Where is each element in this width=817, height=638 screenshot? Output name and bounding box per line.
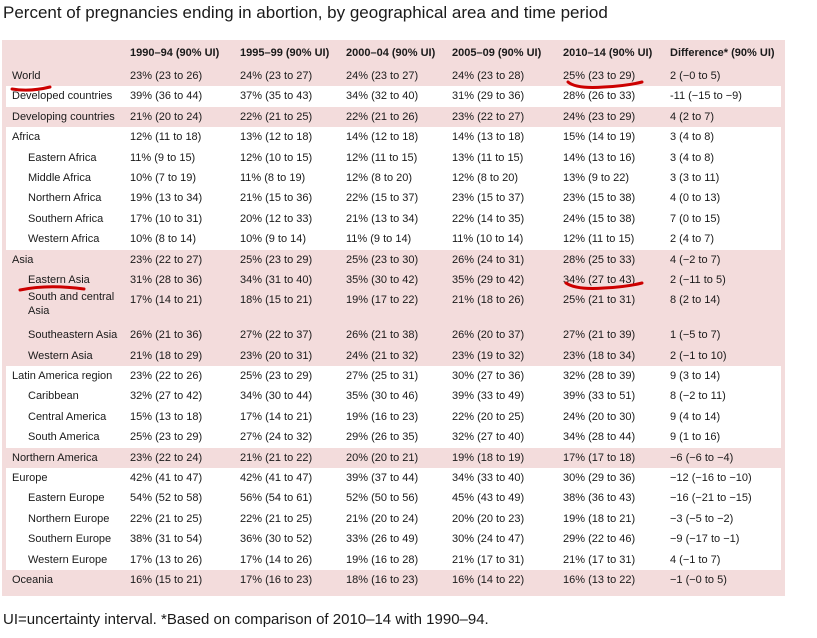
table-row: [6, 427, 781, 447]
value-cell: 24% (20 to 30): [559, 407, 666, 427]
value-cell: 24% (23 to 28): [448, 66, 559, 86]
value-cell: 27% (21 to 39): [559, 325, 666, 345]
value-cell: 30% (29 to 36): [559, 468, 666, 488]
value-cell: 16% (15 to 21): [126, 570, 236, 590]
value-cell: 23% (18 to 34): [559, 346, 666, 366]
value-cell: 31% (29 to 36): [448, 86, 559, 106]
value-cell: 19% (16 to 28): [342, 550, 448, 570]
table-row: [6, 529, 781, 549]
value-cell: -11 (−15 to −9): [666, 86, 781, 106]
value-cell: 34% (32 to 40): [342, 86, 448, 106]
value-cell: 19% (17 to 22): [342, 290, 448, 325]
table-row: [6, 325, 781, 345]
value-cell: 12% (8 to 20): [342, 168, 448, 188]
value-cell: 32% (27 to 40): [448, 427, 559, 447]
value-cell: 2 (−11 to 5): [666, 270, 781, 290]
value-cell: 31% (28 to 36): [126, 270, 236, 290]
value-cell: 2 (4 to 7): [666, 229, 781, 249]
value-cell: 10% (7 to 19): [126, 168, 236, 188]
table-row: [6, 66, 781, 86]
value-cell: 23% (22 to 26): [126, 366, 236, 386]
abortion-table-panel: [2, 40, 785, 596]
value-cell: 45% (43 to 49): [448, 488, 559, 508]
value-cell: 9 (4 to 14): [666, 407, 781, 427]
region-label: Oceania: [6, 570, 126, 590]
value-cell: 17% (14 to 21): [236, 407, 342, 427]
value-cell: 56% (54 to 61): [236, 488, 342, 508]
value-cell: 19% (13 to 34): [126, 188, 236, 208]
value-cell: 12% (10 to 15): [236, 148, 342, 168]
column-header: 2010–14 (90% UI): [563, 47, 653, 59]
value-cell: 1 (−5 to 7): [666, 325, 781, 345]
value-cell: 11% (9 to 15): [126, 148, 236, 168]
region-label: Southern Europe: [6, 529, 126, 549]
value-cell: 26% (24 to 31): [448, 250, 559, 270]
region-label: South and central Asia: [6, 290, 126, 325]
value-cell: 15% (13 to 18): [126, 407, 236, 427]
region-label: Western Europe: [6, 550, 126, 570]
value-cell: 34% (33 to 40): [448, 468, 559, 488]
value-cell: 19% (18 to 21): [559, 509, 666, 529]
region-label: South America: [6, 427, 126, 447]
value-cell: 42% (41 to 47): [126, 468, 236, 488]
value-cell: 29% (26 to 35): [342, 427, 448, 447]
table-row: [6, 386, 781, 406]
table-row: [6, 107, 781, 127]
value-cell: 33% (26 to 49): [342, 529, 448, 549]
value-cell: 20% (12 to 33): [236, 209, 342, 229]
value-cell: 32% (28 to 39): [559, 366, 666, 386]
value-cell: 21% (18 to 26): [448, 290, 559, 325]
value-cell: 23% (22 to 24): [126, 448, 236, 468]
value-cell: 23% (22 to 27): [448, 107, 559, 127]
value-cell: 22% (20 to 25): [448, 407, 559, 427]
value-cell: 34% (28 to 44): [559, 427, 666, 447]
value-cell: 21% (17 to 31): [448, 550, 559, 570]
region-label: Southern Africa: [6, 209, 126, 229]
value-cell: 16% (14 to 22): [448, 570, 559, 590]
value-cell: 20% (20 to 21): [342, 448, 448, 468]
value-cell: 26% (21 to 38): [342, 325, 448, 345]
region-label: Developing countries: [6, 107, 126, 127]
table-row: [6, 127, 781, 147]
value-cell: 39% (33 to 51): [559, 386, 666, 406]
column-header: 2005–09 (90% UI): [452, 47, 542, 59]
table-row: [6, 570, 781, 590]
value-cell: 30% (27 to 36): [448, 366, 559, 386]
value-cell: 4 (−2 to 7): [666, 250, 781, 270]
value-cell: 24% (21 to 32): [342, 346, 448, 366]
value-cell: 39% (36 to 44): [126, 86, 236, 106]
value-cell: 34% (31 to 40): [236, 270, 342, 290]
table-row: [6, 290, 781, 325]
value-cell: 3 (4 to 8): [666, 148, 781, 168]
region-label: Eastern Europe: [6, 488, 126, 508]
value-cell: 17% (16 to 23): [236, 570, 342, 590]
value-cell: 7 (0 to 15): [666, 209, 781, 229]
value-cell: 22% (15 to 37): [342, 188, 448, 208]
value-cell: −16 (−21 to −15): [666, 488, 781, 508]
value-cell: 23% (15 to 38): [559, 188, 666, 208]
value-cell: 4 (0 to 13): [666, 188, 781, 208]
value-cell: 38% (36 to 43): [559, 488, 666, 508]
region-label: Latin America region: [6, 366, 126, 386]
value-cell: 26% (21 to 36): [126, 325, 236, 345]
table-row: [6, 229, 781, 249]
value-cell: 4 (−1 to 7): [666, 550, 781, 570]
value-cell: 30% (24 to 47): [448, 529, 559, 549]
value-cell: −9 (−17 to −1): [666, 529, 781, 549]
value-cell: 14% (13 to 18): [448, 127, 559, 147]
region-label: Eastern Asia: [6, 270, 126, 290]
table-row: [6, 366, 781, 386]
table-row: [6, 86, 781, 106]
value-cell: 23% (23 to 26): [126, 66, 236, 86]
value-cell: 17% (14 to 26): [236, 550, 342, 570]
value-cell: 12% (8 to 20): [448, 168, 559, 188]
value-cell: 36% (30 to 52): [236, 529, 342, 549]
table-row: [6, 448, 781, 468]
value-cell: 27% (25 to 31): [342, 366, 448, 386]
value-cell: 52% (50 to 56): [342, 488, 448, 508]
table-row: [6, 550, 781, 570]
value-cell: 32% (27 to 42): [126, 386, 236, 406]
value-cell: 24% (15 to 38): [559, 209, 666, 229]
value-cell: 24% (23 to 27): [236, 66, 342, 86]
value-cell: −3 (−5 to −2): [666, 509, 781, 529]
value-cell: 29% (22 to 46): [559, 529, 666, 549]
table-row: [6, 346, 781, 366]
value-cell: 13% (9 to 22): [559, 168, 666, 188]
region-label: Northern America: [6, 448, 126, 468]
value-cell: 14% (12 to 18): [342, 127, 448, 147]
value-cell: 17% (17 to 18): [559, 448, 666, 468]
region-label: Southeastern Asia: [6, 325, 126, 345]
value-cell: 8 (−2 to 11): [666, 386, 781, 406]
value-cell: 17% (10 to 31): [126, 209, 236, 229]
value-cell: 21% (21 to 22): [236, 448, 342, 468]
value-cell: 23% (15 to 37): [448, 188, 559, 208]
value-cell: 38% (31 to 54): [126, 529, 236, 549]
table-header-row: [6, 40, 781, 66]
value-cell: 2 (−1 to 10): [666, 346, 781, 366]
value-cell: 42% (41 to 47): [236, 468, 342, 488]
value-cell: 35% (29 to 42): [448, 270, 559, 290]
value-cell: 8 (2 to 14): [666, 290, 781, 325]
value-cell: −6 (−6 to −4): [666, 448, 781, 468]
column-header: 1995–99 (90% UI): [240, 47, 330, 59]
value-cell: 54% (52 to 58): [126, 488, 236, 508]
value-cell: −12 (−16 to −10): [666, 468, 781, 488]
column-header: 2000–04 (90% UI): [346, 47, 436, 59]
table-row: [6, 488, 781, 508]
page-title: Percent of pregnancies ending in abortion, by geographical area and time period: [3, 3, 608, 22]
table-body: [6, 66, 781, 590]
footnote: UI=uncertainty interval. *Based on comparison of 2010–14 with 1990–94.: [3, 611, 489, 628]
value-cell: 25% (21 to 31): [559, 290, 666, 325]
value-cell: 9 (3 to 14): [666, 366, 781, 386]
value-cell: 19% (16 to 23): [342, 407, 448, 427]
value-cell: 25% (23 to 30): [342, 250, 448, 270]
value-cell: 25% (23 to 29): [126, 427, 236, 447]
value-cell: 11% (9 to 14): [342, 229, 448, 249]
column-header: [6, 40, 126, 66]
abortion-table: [6, 40, 781, 590]
column-header: 1990–94 (90% UI): [130, 47, 220, 59]
value-cell: 18% (15 to 21): [236, 290, 342, 325]
value-cell: 34% (30 to 44): [236, 386, 342, 406]
value-cell: 12% (11 to 18): [126, 127, 236, 147]
value-cell: 2 (−0 to 5): [666, 66, 781, 86]
value-cell: 12% (11 to 15): [559, 229, 666, 249]
value-cell: 13% (12 to 18): [236, 127, 342, 147]
value-cell: 11% (10 to 14): [448, 229, 559, 249]
value-cell: 21% (20 to 24): [342, 509, 448, 529]
value-cell: 28% (25 to 33): [559, 250, 666, 270]
value-cell: −1 (−0 to 5): [666, 570, 781, 590]
value-cell: 21% (15 to 36): [236, 188, 342, 208]
value-cell: 23% (19 to 32): [448, 346, 559, 366]
table-row: [6, 168, 781, 188]
value-cell: 24% (23 to 29): [559, 107, 666, 127]
region-label: Northern Europe: [6, 509, 126, 529]
value-cell: 3 (3 to 11): [666, 168, 781, 188]
value-cell: 34% (27 to 43): [559, 270, 666, 290]
value-cell: 35% (30 to 42): [342, 270, 448, 290]
region-label: Western Africa: [6, 229, 126, 249]
value-cell: 10% (9 to 14): [236, 229, 342, 249]
value-cell: 37% (35 to 43): [236, 86, 342, 106]
value-cell: 28% (26 to 33): [559, 86, 666, 106]
table-row: [6, 148, 781, 168]
column-header: Difference* (90% UI): [670, 47, 775, 59]
value-cell: 17% (13 to 26): [126, 550, 236, 570]
region-label: Asia: [6, 250, 126, 270]
value-cell: 9 (1 to 16): [666, 427, 781, 447]
table-row: [6, 407, 781, 427]
value-cell: 21% (20 to 24): [126, 107, 236, 127]
table-row: [6, 209, 781, 229]
value-cell: 22% (14 to 35): [448, 209, 559, 229]
value-cell: 35% (30 to 46): [342, 386, 448, 406]
value-cell: 16% (13 to 22): [559, 570, 666, 590]
value-cell: 19% (18 to 19): [448, 448, 559, 468]
region-label: World: [6, 66, 126, 86]
value-cell: 22% (21 to 25): [236, 509, 342, 529]
value-cell: 39% (33 to 49): [448, 386, 559, 406]
value-cell: 25% (23 to 29): [236, 366, 342, 386]
value-cell: 39% (37 to 44): [342, 468, 448, 488]
region-label: Europe: [6, 468, 126, 488]
region-label: Central America: [6, 407, 126, 427]
table-row: [6, 188, 781, 208]
value-cell: 21% (18 to 29): [126, 346, 236, 366]
value-cell: 17% (14 to 21): [126, 290, 236, 325]
value-cell: 21% (13 to 34): [342, 209, 448, 229]
region-label: Eastern Africa: [6, 148, 126, 168]
value-cell: 25% (23 to 29): [559, 66, 666, 86]
value-cell: 18% (16 to 23): [342, 570, 448, 590]
region-label: Middle Africa: [6, 168, 126, 188]
value-cell: 22% (21 to 26): [342, 107, 448, 127]
value-cell: 21% (17 to 31): [559, 550, 666, 570]
value-cell: 4 (2 to 7): [666, 107, 781, 127]
value-cell: 10% (8 to 14): [126, 229, 236, 249]
value-cell: 20% (20 to 23): [448, 509, 559, 529]
value-cell: 12% (11 to 15): [342, 148, 448, 168]
value-cell: 14% (13 to 16): [559, 148, 666, 168]
value-cell: 24% (23 to 27): [342, 66, 448, 86]
value-cell: 15% (14 to 19): [559, 127, 666, 147]
table-row: [6, 468, 781, 488]
value-cell: 25% (23 to 29): [236, 250, 342, 270]
table-row: [6, 250, 781, 270]
value-cell: 23% (22 to 27): [126, 250, 236, 270]
value-cell: 27% (24 to 32): [236, 427, 342, 447]
region-label: Caribbean: [6, 386, 126, 406]
region-label: Africa: [6, 127, 126, 147]
value-cell: 3 (4 to 8): [666, 127, 781, 147]
value-cell: 26% (20 to 37): [448, 325, 559, 345]
value-cell: 22% (21 to 25): [236, 107, 342, 127]
table-row: [6, 509, 781, 529]
value-cell: 27% (22 to 37): [236, 325, 342, 345]
value-cell: 23% (20 to 31): [236, 346, 342, 366]
value-cell: 13% (11 to 15): [448, 148, 559, 168]
value-cell: 22% (21 to 25): [126, 509, 236, 529]
table-row: [6, 270, 781, 290]
value-cell: 11% (8 to 19): [236, 168, 342, 188]
region-label: Northern Africa: [6, 188, 126, 208]
region-label: Western Asia: [6, 346, 126, 366]
region-label: Developed countries: [6, 86, 126, 106]
